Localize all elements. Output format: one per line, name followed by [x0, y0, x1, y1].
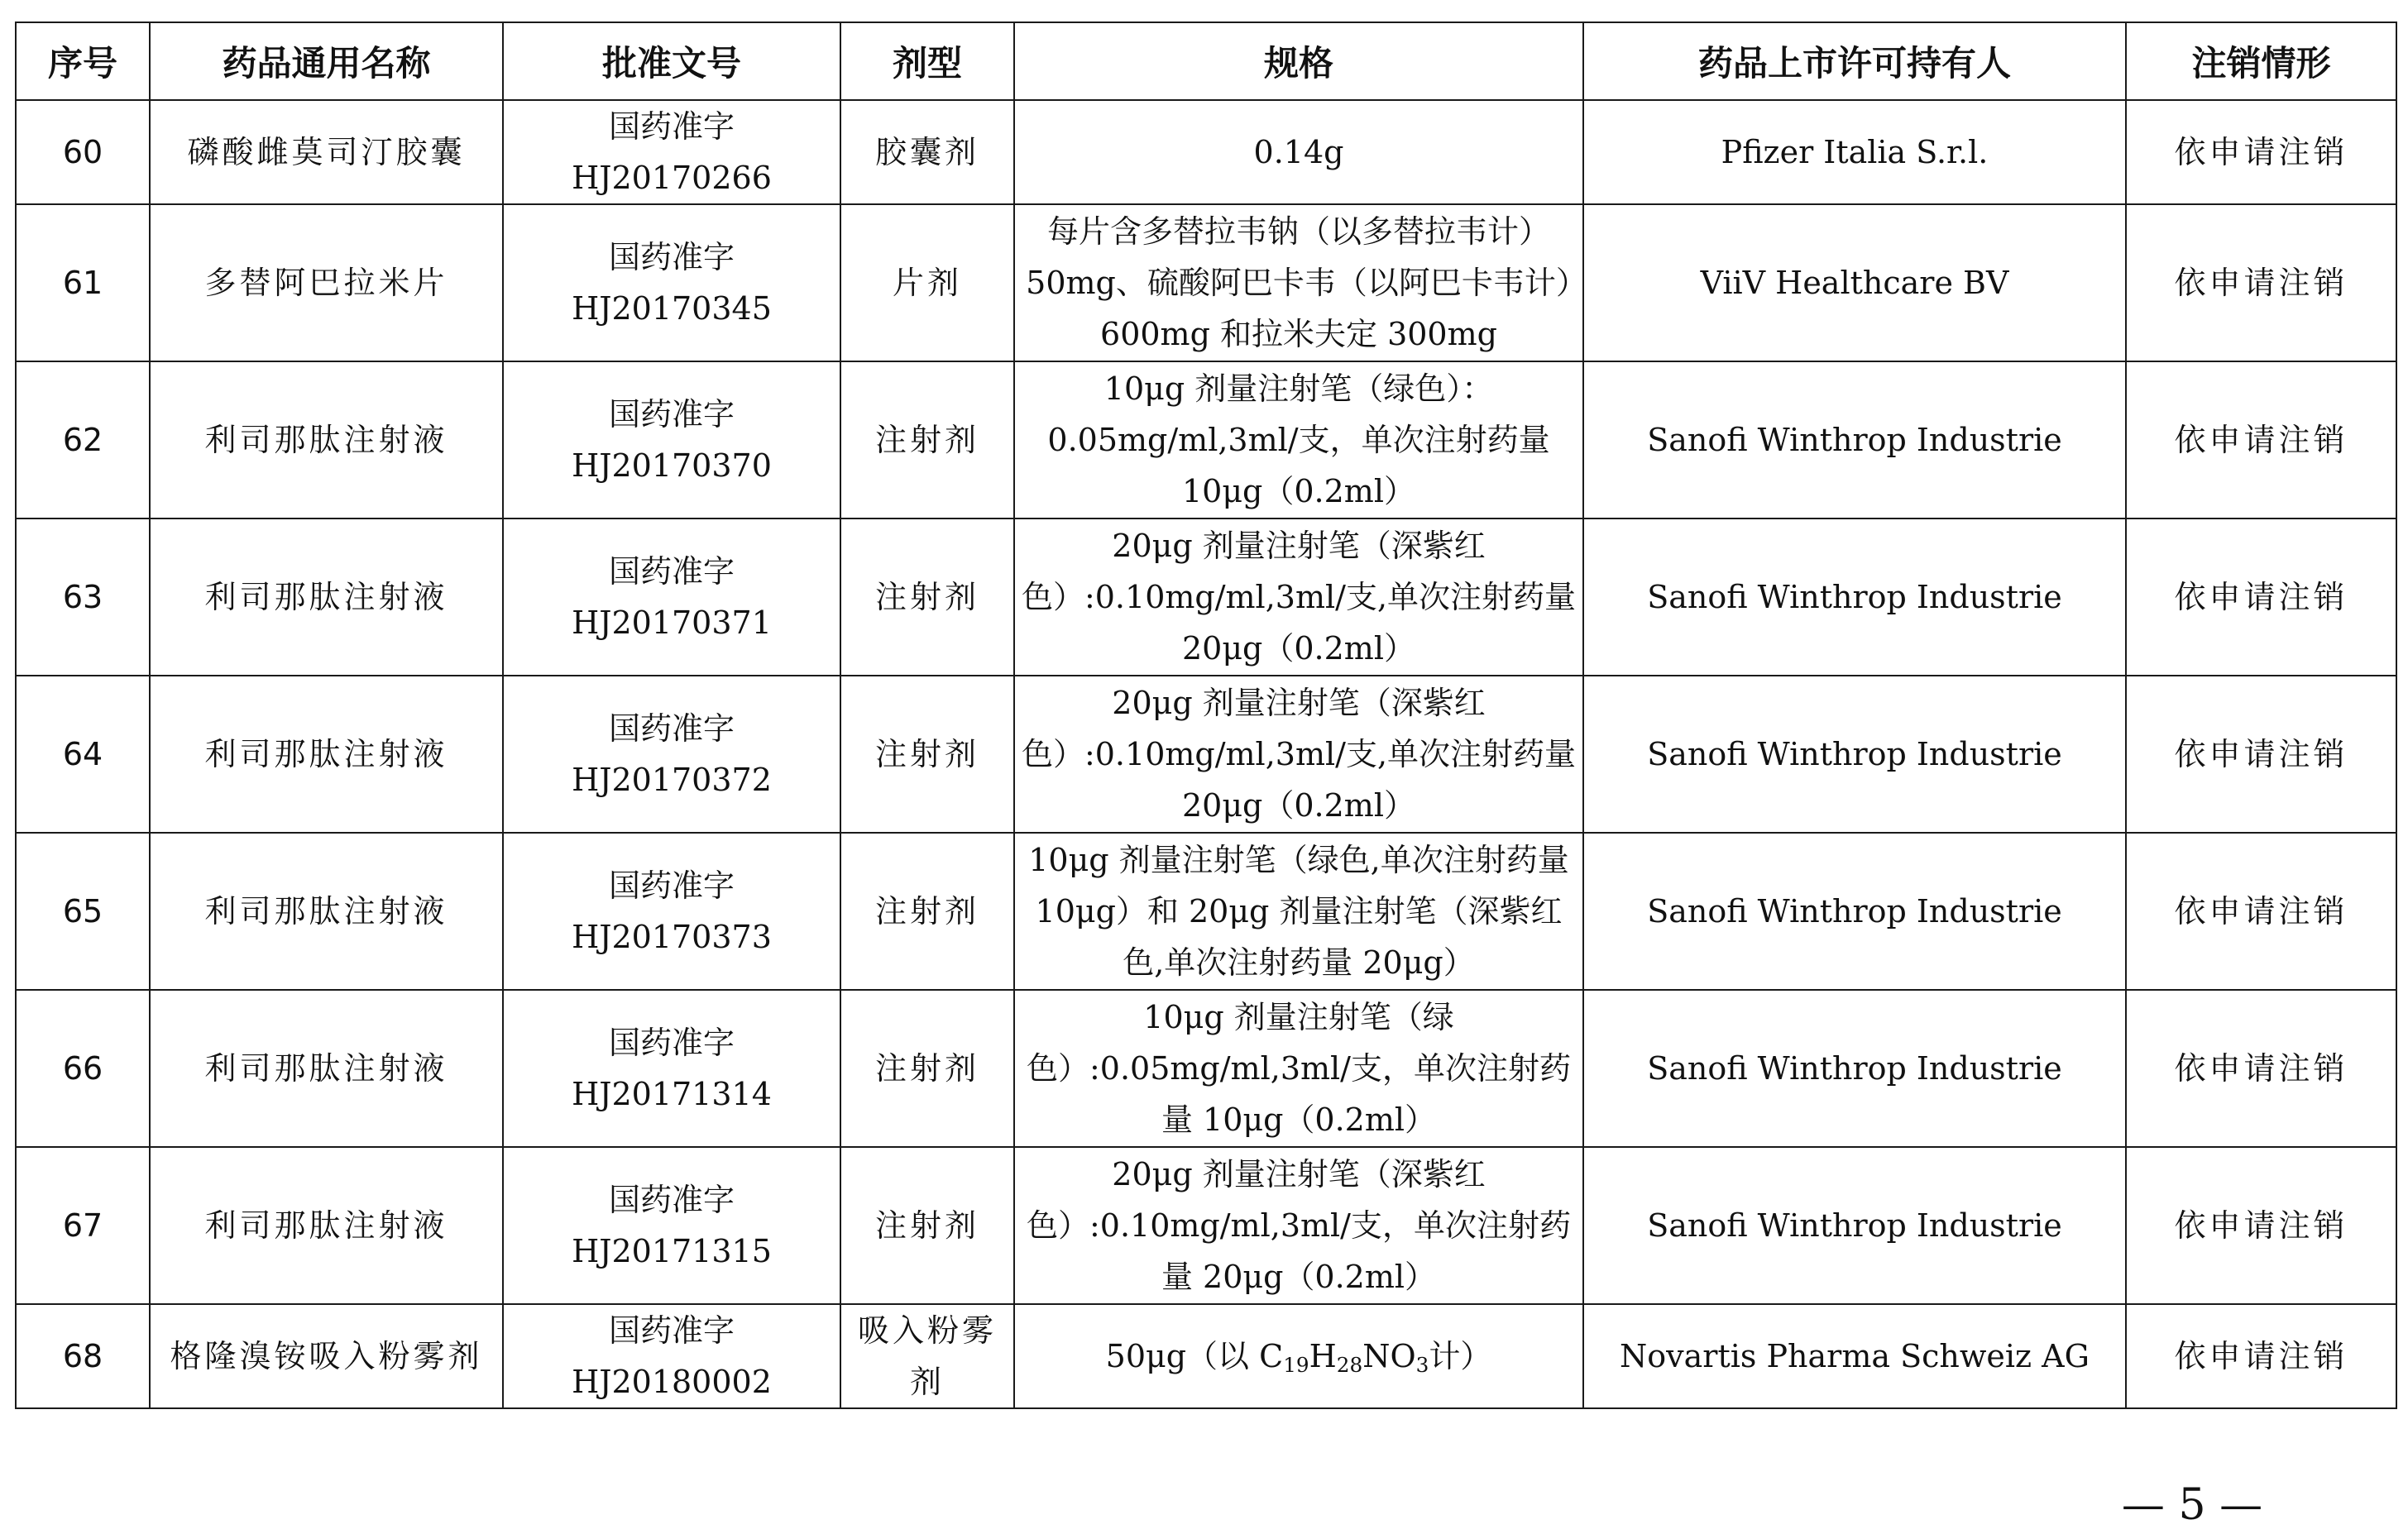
table-row [16, 204, 2396, 361]
cell-approval: 国药准字 HJ20170373 [503, 833, 840, 990]
cell-approval: 国药准字 HJ20170371 [503, 519, 840, 676]
header-status: 注销情形 [2126, 22, 2396, 100]
cell-approval: 国药准字 HJ20180002 [503, 1304, 840, 1408]
cell-form: 注射剂 [840, 361, 1014, 519]
cell-name: 利司那肽注射液 [150, 676, 503, 833]
cell-spec: 10μg 剂量注射笔（绿色）:0.05mg/ml,3ml/支，单次注射药量 10μg（0.2ml） [1014, 990, 1583, 1147]
cell-name: 利司那肽注射液 [150, 1147, 503, 1304]
cell-holder: Sanofi Winthrop Industrie [1583, 833, 2126, 990]
cell-no: 60 [16, 100, 150, 204]
cell-status: 依申请注销 [2126, 1147, 2396, 1304]
header-holder: 药品上市许可持有人 [1583, 22, 2126, 100]
cell-no: 65 [16, 833, 150, 990]
spec-subscript: 19 [1283, 1353, 1309, 1378]
spec-subscript: 3 [1415, 1353, 1429, 1378]
cell-name: 多替阿巴拉米片 [150, 204, 503, 361]
cell-status: 依申请注销 [2126, 100, 2396, 204]
cell-form: 胶囊剂 [840, 100, 1014, 204]
cell-spec: 0.14g [1014, 100, 1583, 204]
cell-status: 依申请注销 [2126, 676, 2396, 833]
cell-form: 注射剂 [840, 1147, 1014, 1304]
cell-holder: Sanofi Winthrop Industrie [1583, 1147, 2126, 1304]
cell-no: 64 [16, 676, 150, 833]
table-row [16, 990, 2396, 1147]
cell-holder: Sanofi Winthrop Industrie [1583, 361, 2126, 519]
cell-no: 68 [16, 1304, 150, 1408]
table-row [16, 1147, 2396, 1304]
cell-holder: Novartis Pharma Schweiz AG [1583, 1304, 2126, 1408]
cell-holder: Pfizer Italia S.r.l. [1583, 100, 2126, 204]
cell-approval: 国药准字 HJ20170370 [503, 361, 840, 519]
cell-form: 片剂 [840, 204, 1014, 361]
header-approval: 批准文号 [503, 22, 840, 100]
cell-approval: 国药准字 HJ20171314 [503, 990, 840, 1147]
cell-status: 依申请注销 [2126, 204, 2396, 361]
cell-approval: 国药准字 HJ20171315 [503, 1147, 840, 1304]
cell-approval: 国药准字 HJ20170266 [503, 100, 840, 204]
cell-spec: 每片含多替拉韦钠（以多替拉韦计）50mg、硫酸阿巴卡韦（以阿巴卡韦计）600mg 和拉米夫定 300mg [1014, 204, 1583, 361]
cell-spec-formula [1014, 1304, 1583, 1408]
cell-spec: 20μg 剂量注射笔（深紫红色）:0.10mg/ml,3ml/支,单次注射药量 20μg（0.2ml） [1014, 519, 1583, 676]
cell-no: 61 [16, 204, 150, 361]
cell-name: 磷酸雌莫司汀胶囊 [150, 100, 503, 204]
drug-cancellation-table [15, 22, 2397, 1409]
cell-holder: Sanofi Winthrop Industrie [1583, 519, 2126, 676]
cell-status: 依申请注销 [2126, 519, 2396, 676]
spec-subscript: 28 [1336, 1353, 1363, 1378]
spec-text: 计） [1429, 1338, 1492, 1374]
page-number: — 5 — [2121, 1480, 2263, 1530]
cell-status: 依申请注销 [2126, 990, 2396, 1147]
cell-status: 依申请注销 [2126, 361, 2396, 519]
cell-form: 注射剂 [840, 676, 1014, 833]
cell-form: 注射剂 [840, 990, 1014, 1147]
cell-approval: 国药准字 HJ20170345 [503, 204, 840, 361]
cell-form: 注射剂 [840, 519, 1014, 676]
cell-name: 格隆溴铵吸入粉雾剂 [150, 1304, 503, 1408]
cell-name: 利司那肽注射液 [150, 990, 503, 1147]
header-name: 药品通用名称 [150, 22, 503, 100]
header-spec: 规格 [1014, 22, 1583, 100]
cell-no: 62 [16, 361, 150, 519]
cell-no: 66 [16, 990, 150, 1147]
cell-no: 63 [16, 519, 150, 676]
cell-spec: 20μg 剂量注射笔（深紫红色）:0.10mg/ml,3ml/支,单次注射药量 20μg（0.2ml） [1014, 676, 1583, 833]
cell-spec: 10μg 剂量注射笔（绿色）：0.05mg/ml,3ml/支，单次注射药量 10μg（0.2ml） [1014, 361, 1583, 519]
cell-form: 吸入粉雾剂 [840, 1304, 1014, 1408]
table-row [16, 1304, 2396, 1408]
table-row [16, 100, 2396, 204]
cell-status: 依申请注销 [2126, 1304, 2396, 1408]
table-header-row [16, 22, 2396, 100]
header-form: 剂型 [840, 22, 1014, 100]
cell-name: 利司那肽注射液 [150, 833, 503, 990]
cell-name: 利司那肽注射液 [150, 519, 503, 676]
spec-text: NO [1362, 1338, 1416, 1374]
cell-approval: 国药准字 HJ20170372 [503, 676, 840, 833]
spec-text: H [1309, 1338, 1337, 1374]
table-row [16, 519, 2396, 676]
cell-name: 利司那肽注射液 [150, 361, 503, 519]
cell-no: 67 [16, 1147, 150, 1304]
cell-form: 注射剂 [840, 833, 1014, 990]
cell-holder: Sanofi Winthrop Industrie [1583, 990, 2126, 1147]
cell-spec: 20μg 剂量注射笔（深紫红色）:0.10mg/ml,3ml/支，单次注射药量 20μg（0.2ml） [1014, 1147, 1583, 1304]
table-row [16, 676, 2396, 833]
spec-text: 50μg（以 C [1105, 1338, 1284, 1374]
cell-status: 依申请注销 [2126, 833, 2396, 990]
cell-holder: ViiV Healthcare BV [1583, 204, 2126, 361]
table-row [16, 833, 2396, 990]
table-row [16, 361, 2396, 519]
cell-holder: Sanofi Winthrop Industrie [1583, 676, 2126, 833]
cell-spec: 10μg 剂量注射笔（绿色,单次注射药量 10μg）和 20μg 剂量注射笔（深紫红色,单次注射药量 20μg） [1014, 833, 1583, 990]
header-no: 序号 [16, 22, 150, 100]
